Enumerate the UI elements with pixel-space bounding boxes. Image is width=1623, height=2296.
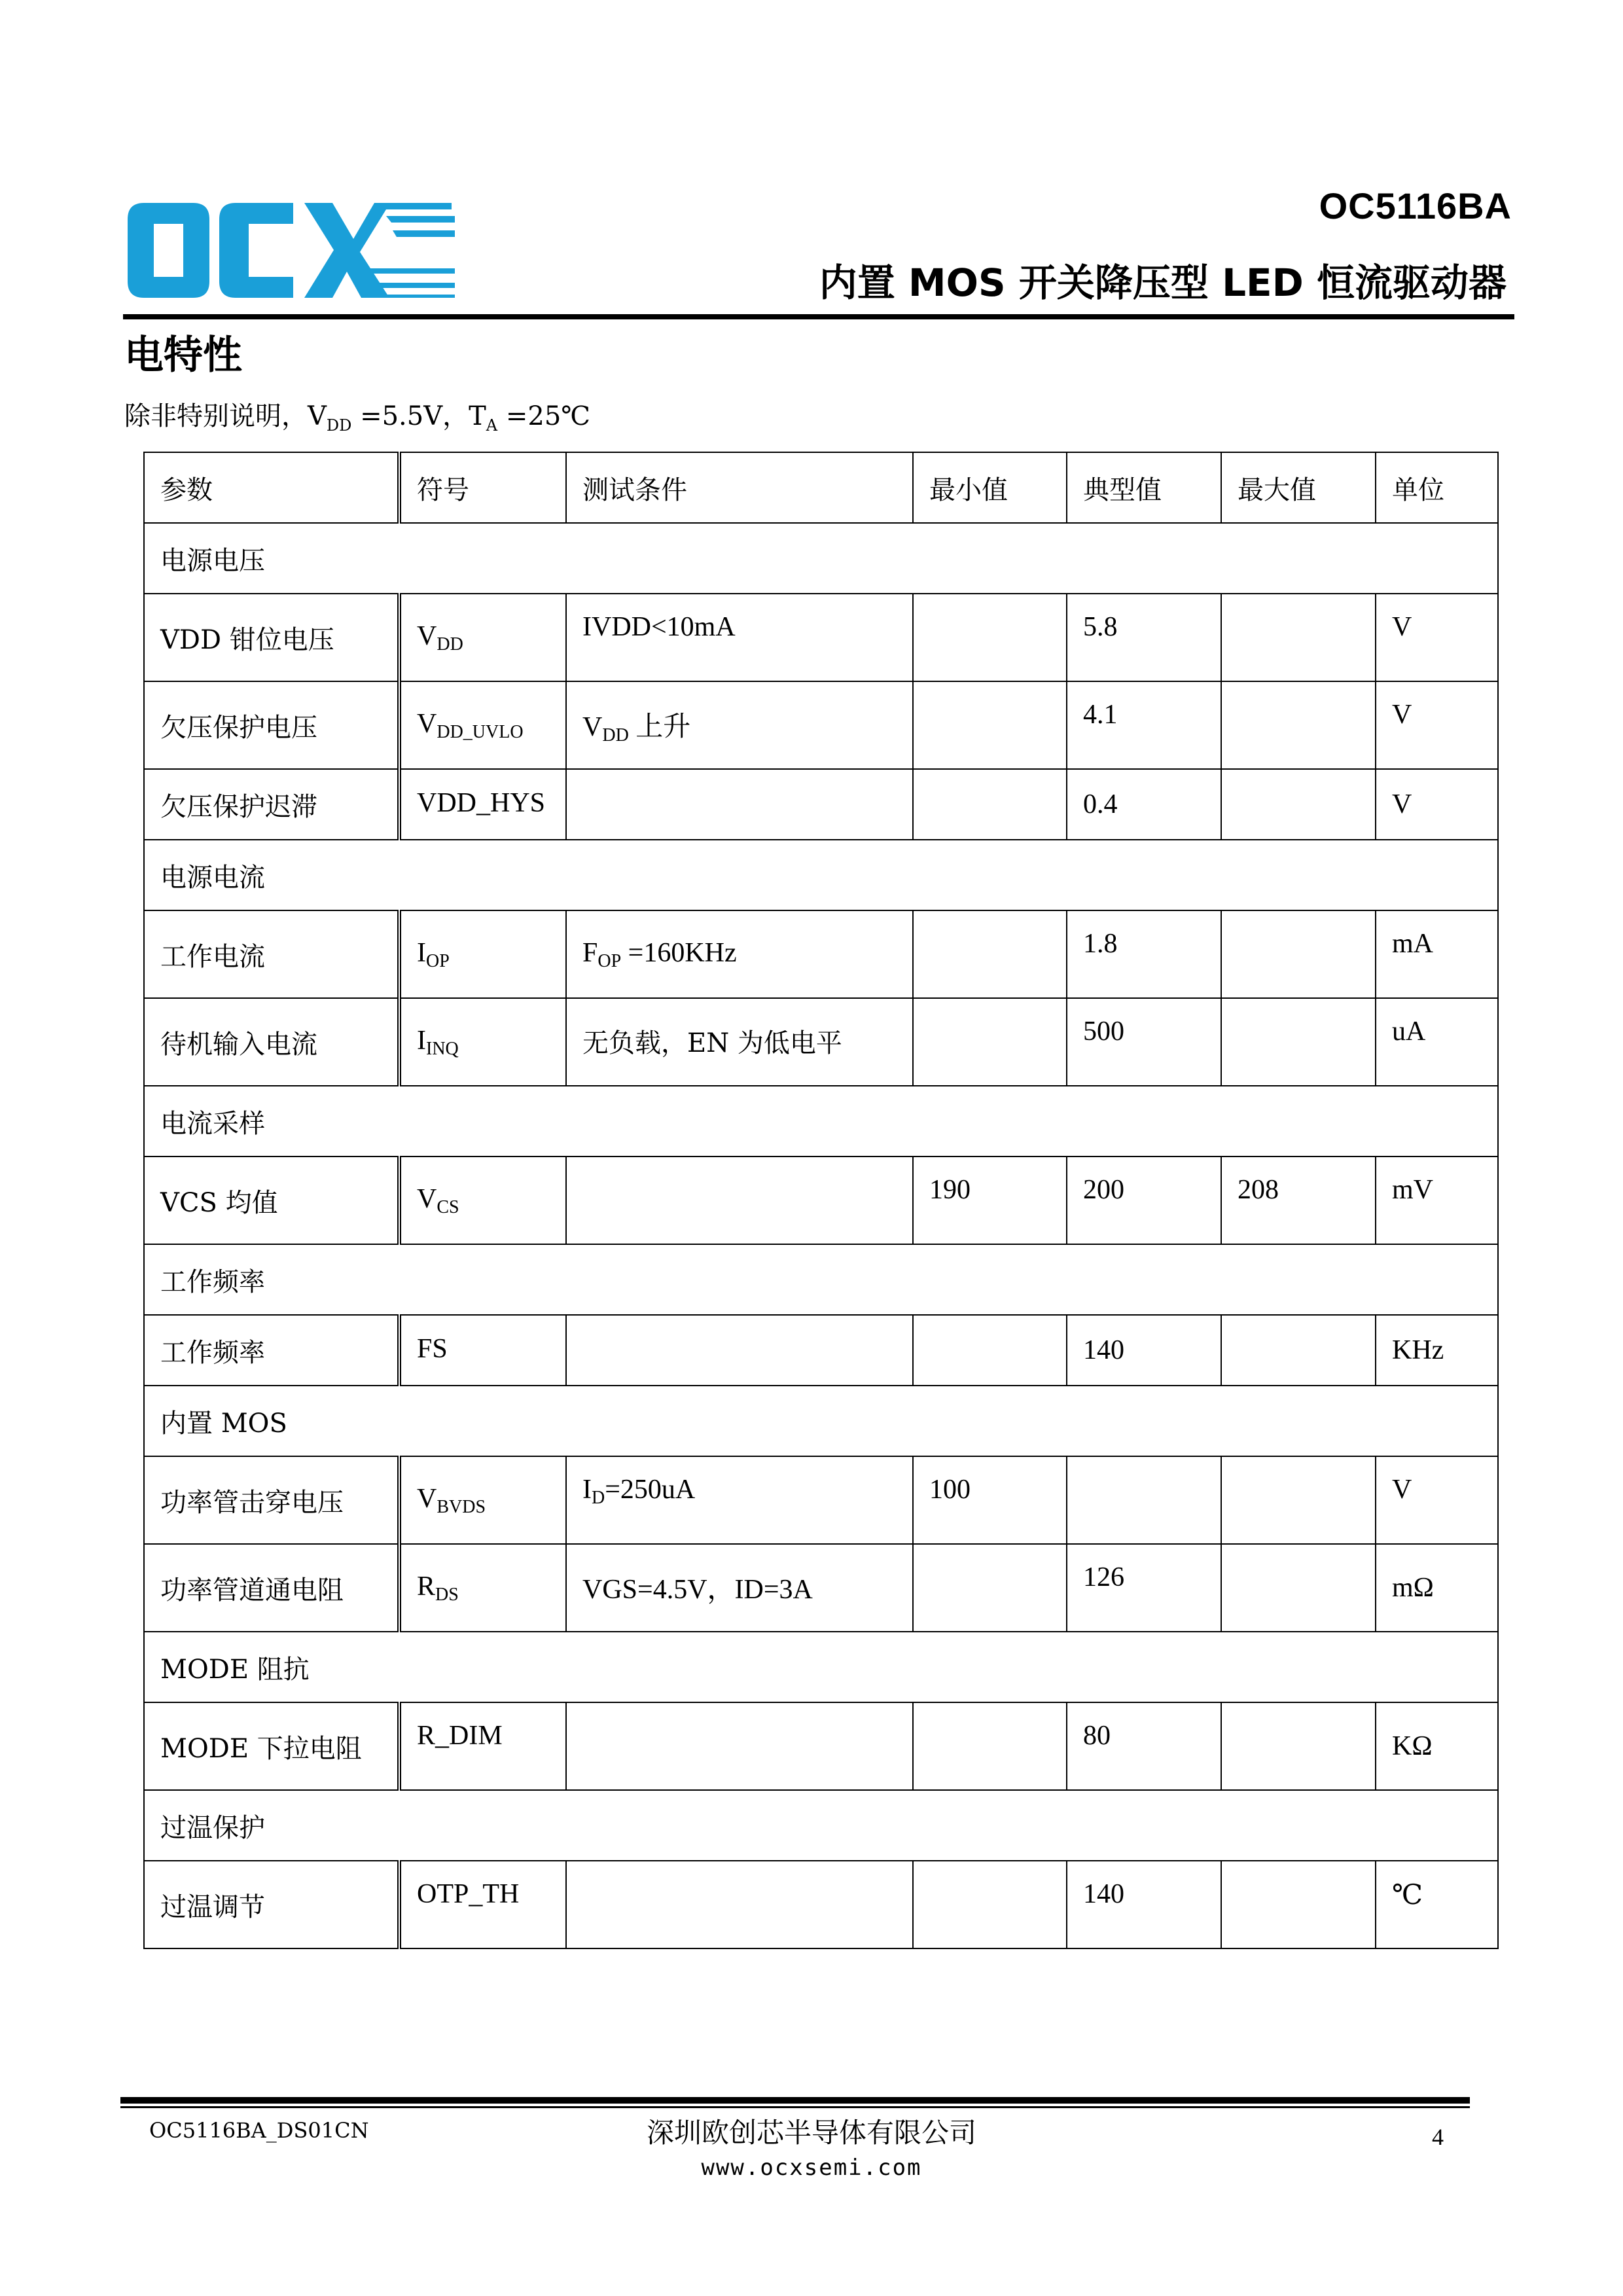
group-row — [144, 1790, 1498, 1861]
table-row — [144, 594, 1498, 681]
typ-cell: 140 — [1067, 1861, 1221, 1948]
min-cell — [913, 594, 1067, 681]
condition-cell — [566, 1861, 913, 1948]
col-header-unit: 单位 — [1376, 452, 1498, 523]
param-cell: 工作频率 — [144, 1315, 399, 1386]
header-rule — [123, 314, 1514, 319]
unit-cell: mA — [1376, 910, 1498, 998]
group-label: 内置 MOS — [144, 1386, 1498, 1456]
max-cell — [1221, 1544, 1376, 1632]
min-cell — [913, 1315, 1067, 1386]
table-row — [144, 1157, 1498, 1244]
symbol-cell: $V_{CS}$ — [399, 1157, 566, 1244]
col-header-condition: 测试条件 — [566, 452, 913, 523]
typ-cell: 80 — [1067, 1702, 1221, 1790]
condition-cell: $V_{DD}$ 上升 — [566, 681, 913, 769]
electrical-characteristics-table — [143, 452, 1499, 1949]
col-header-typ: 典型值 — [1067, 452, 1221, 523]
footer-rule — [120, 2097, 1470, 2104]
condition-cell: 无负载，EN 为低电平 — [566, 998, 913, 1086]
symbol-cell: $V_{BVDS}$ — [399, 1456, 566, 1544]
doc-title: 内置 MOS 开关降压型 LED 恒流驱动器 — [819, 260, 1507, 305]
param-cell: 工作电流 — [144, 910, 399, 998]
col-header-min: 最小值 — [913, 452, 1067, 523]
param-cell: 过温调节 — [144, 1861, 399, 1948]
symbol-cell: OTP_TH — [399, 1861, 566, 1948]
condition-cell — [566, 769, 913, 840]
min-cell — [913, 910, 1067, 998]
max-cell — [1221, 1315, 1376, 1386]
min-cell — [913, 681, 1067, 769]
page-number: 4 — [1432, 2124, 1444, 2150]
typ-cell: 1.8 — [1067, 910, 1221, 998]
min-cell — [913, 998, 1067, 1086]
max-cell: 208 — [1221, 1157, 1376, 1244]
max-cell — [1221, 910, 1376, 998]
typ-cell — [1067, 1456, 1221, 1544]
section-title: 电特性 — [124, 332, 242, 378]
param-cell: 功率管击穿电压 — [144, 1456, 399, 1544]
footer-company: 深圳欧创芯半导体有限公司 — [646, 2117, 976, 2149]
group-label: 电流采样 — [144, 1086, 1498, 1157]
param-cell: VDD 钳位电压 — [144, 594, 399, 681]
table-row — [144, 769, 1498, 840]
doc-id: OC5116BA — [1319, 185, 1512, 226]
symbol-cell: VDD_HYS — [399, 769, 566, 840]
footer-url: www.ocxsemi.com — [701, 2155, 922, 2181]
param-cell: 待机输入电流 — [144, 998, 399, 1086]
group-row — [144, 1244, 1498, 1315]
footer-rule-thin — [120, 2106, 1470, 2108]
table-row — [144, 910, 1498, 998]
min-cell — [913, 1544, 1067, 1632]
max-cell — [1221, 769, 1376, 840]
max-cell — [1221, 1456, 1376, 1544]
max-cell — [1221, 1861, 1376, 1948]
ocx-logo — [124, 190, 458, 308]
col-header-symbol: 符号 — [399, 452, 566, 523]
condition-cell — [566, 1702, 913, 1790]
min-cell — [913, 1861, 1067, 1948]
condition-cell: VGS=4.5V，ID=3A — [566, 1544, 913, 1632]
unit-cell: V — [1376, 769, 1498, 840]
unit-cell: V — [1376, 594, 1498, 681]
group-label: 工作频率 — [144, 1244, 1498, 1315]
symbol-cell: $I_{OP}$ — [399, 910, 566, 998]
group-label: MODE 阻抗 — [144, 1632, 1498, 1702]
col-header-param: 参数 — [144, 452, 399, 523]
typ-cell: 500 — [1067, 998, 1221, 1086]
typ-cell: 5.8 — [1067, 594, 1221, 681]
min-cell — [913, 1702, 1067, 1790]
unit-cell: mV — [1376, 1157, 1498, 1244]
max-cell — [1221, 998, 1376, 1086]
symbol-cell: R_DIM — [399, 1702, 566, 1790]
param-cell: MODE 下拉电阻 — [144, 1702, 399, 1790]
condition-cell: $F_{OP} =160KHz$ — [566, 910, 913, 998]
min-cell: 100 — [913, 1456, 1067, 1544]
table-row — [144, 1544, 1498, 1632]
max-cell — [1221, 594, 1376, 681]
min-cell — [913, 769, 1067, 840]
symbol-cell: $V_{DD}$ — [399, 594, 566, 681]
symbol-cell: FS — [399, 1315, 566, 1386]
symbol-cell: $V_{DD\_UVLO}$ — [399, 681, 566, 769]
condition-cell: IVDD<10mA — [566, 594, 913, 681]
unit-cell: KΩ — [1376, 1702, 1498, 1790]
condition-cell — [566, 1157, 913, 1244]
min-cell: 190 — [913, 1157, 1067, 1244]
typ-cell: 140 — [1067, 1315, 1221, 1386]
param-cell: 欠压保护电压 — [144, 681, 399, 769]
condition-cell — [566, 1315, 913, 1386]
symbol-cell: $R_{DS}$ — [399, 1544, 566, 1632]
unit-cell: V — [1376, 1456, 1498, 1544]
typ-cell: 4.1 — [1067, 681, 1221, 769]
col-header-max: 最大值 — [1221, 452, 1376, 523]
table-header-row — [144, 452, 1498, 523]
max-cell — [1221, 681, 1376, 769]
group-row — [144, 1632, 1498, 1702]
symbol-cell: $I_{INQ}$ — [399, 998, 566, 1086]
group-label: 电源电流 — [144, 840, 1498, 910]
max-cell — [1221, 1702, 1376, 1790]
param-cell: VCS 均值 — [144, 1157, 399, 1244]
table-row — [144, 1861, 1498, 1948]
group-label: 电源电压 — [144, 523, 1498, 594]
unit-cell: V — [1376, 681, 1498, 769]
group-row — [144, 1386, 1498, 1456]
group-label: 过温保护 — [144, 1790, 1498, 1861]
table-row — [144, 1702, 1498, 1790]
typ-cell: 200 — [1067, 1157, 1221, 1244]
table-row — [144, 681, 1498, 769]
group-row — [144, 1086, 1498, 1157]
param-cell: 功率管道通电阻 — [144, 1544, 399, 1632]
unit-cell: ℃ — [1376, 1861, 1498, 1948]
group-row — [144, 523, 1498, 594]
typ-cell: 126 — [1067, 1544, 1221, 1632]
unit-cell: uA — [1376, 998, 1498, 1086]
group-row — [144, 840, 1498, 910]
typ-cell: 0.4 — [1067, 769, 1221, 840]
param-cell: 欠压保护迟滞 — [144, 769, 399, 840]
condition-cell: $I_D=250uA$ — [566, 1456, 913, 1544]
table-row — [144, 1315, 1498, 1386]
footer-doc-code: OC5116BA_DS01CN — [149, 2118, 369, 2143]
test-conditions: 除非特别说明，$V_{DD} =5.5V$，$T_A$ =25℃ — [124, 401, 591, 435]
table-row — [144, 1456, 1498, 1544]
unit-cell: KHz — [1376, 1315, 1498, 1386]
table-row — [144, 998, 1498, 1086]
unit-cell: mΩ — [1376, 1544, 1498, 1632]
